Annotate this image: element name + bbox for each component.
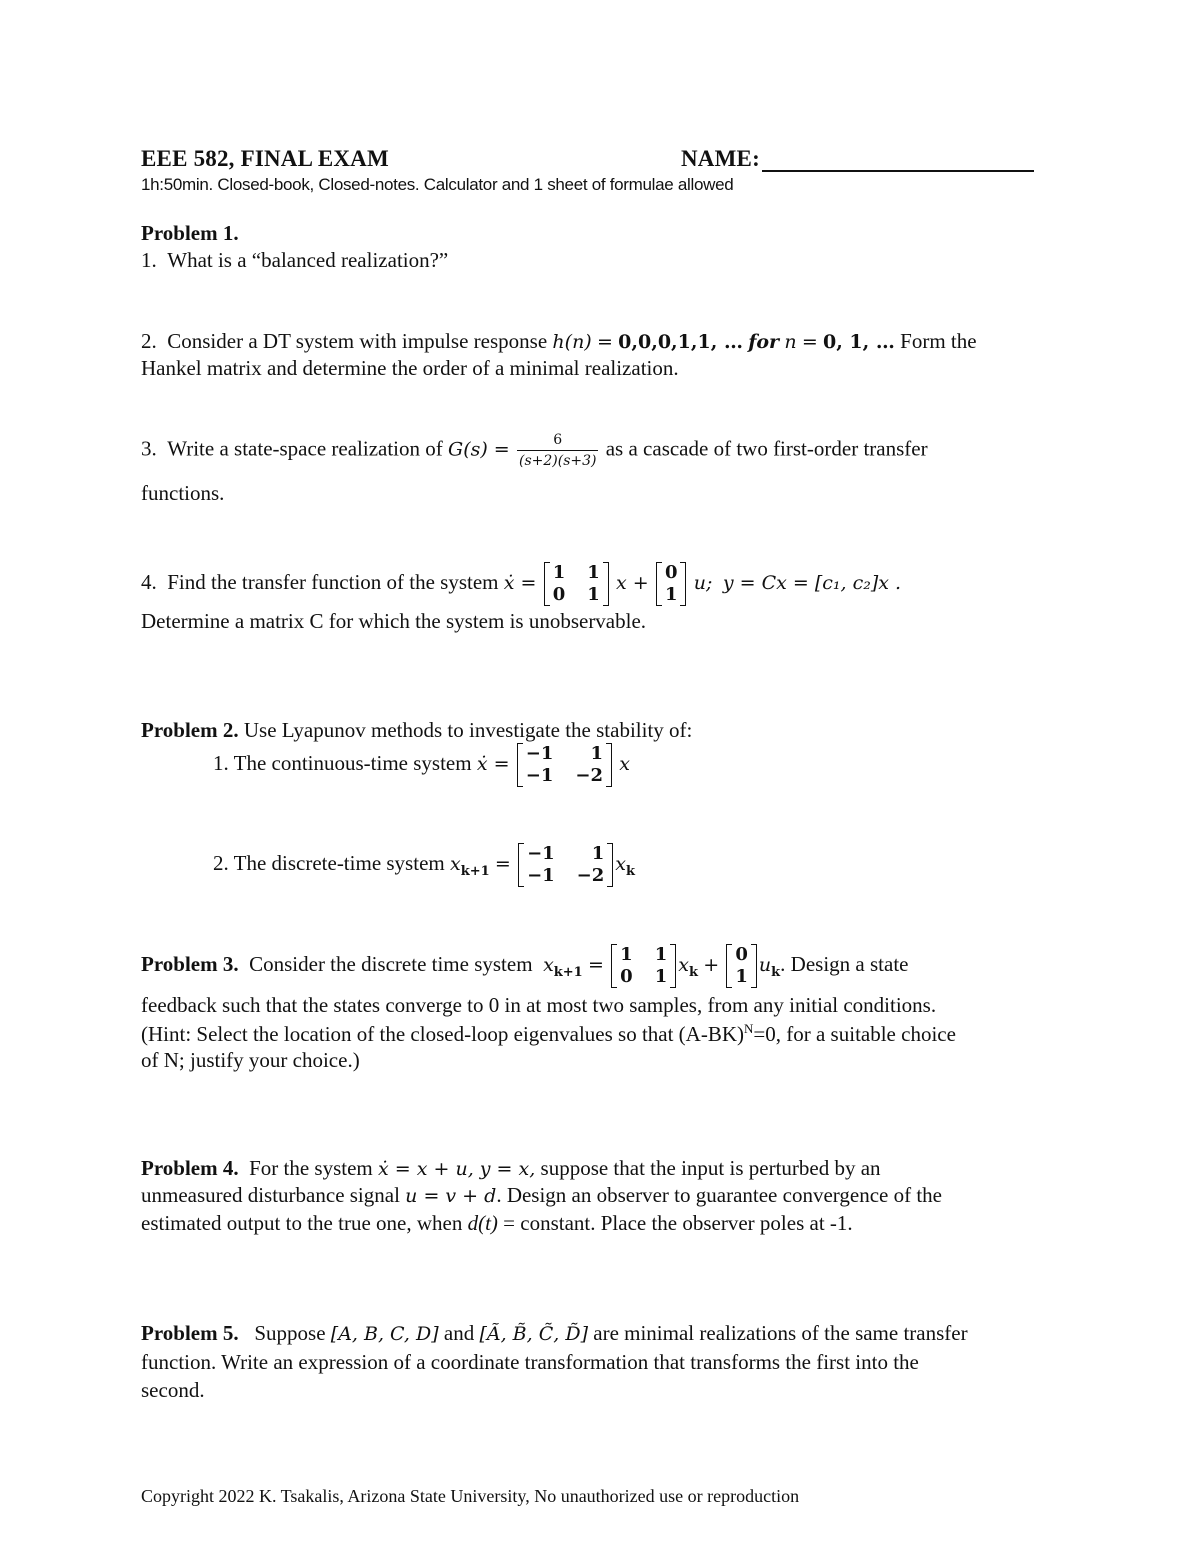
p5-text-b: are minimal realizations of the same transfer [593,1321,968,1345]
matrix-entry: −1 [527,843,555,864]
problem2-heading: Problem 2. [141,718,239,742]
problem1-heading: Problem 1. [141,221,239,245]
p4-text-a: For the system [249,1156,373,1180]
problem4-line1 [141,1156,881,1181]
matrix-entry: 1 [590,743,603,764]
p3-line4: of N; justify your choice.) [141,1048,360,1072]
name-blank-line[interactable] [762,148,1034,172]
q4-text-a: Find the transfer function of the system [167,569,499,594]
name-label: NAME: [681,146,760,171]
problem1-q1 [141,248,448,273]
q3-text-b: as a cascade of two first-order transfer [605,436,928,461]
p4-eq1: ẋ = x + u, y = x, [378,1158,536,1180]
p4-line3-b: = constant. Place the observer poles at -1. [503,1211,853,1235]
q4-matrix-b [656,562,687,606]
q3-frac-num: 6 [517,432,599,451]
matrix-entry: 1 [654,966,668,987]
p5-line2: function. Write an expression of a coordinate transformation that transforms the first into the [141,1350,919,1374]
exam-instructions: 1h:50min. Closed-book, Closed-notes. Calculator and 1 sheet of formulae allowed [141,175,734,194]
q4-xdot: ẋ = [503,571,537,594]
problem4-line2 [141,1183,942,1208]
problem1-q4 [141,562,901,606]
p2-s2-lhs: x [449,852,461,875]
name-field[interactable] [681,146,1034,172]
problem4-line3 [141,1211,853,1236]
matrix-entry: 1 [735,966,748,987]
problem4-heading: Problem 4. [141,1156,239,1180]
q2-text-b: Form the [900,329,977,353]
q4-y-part: y = Cx = [c₁, c₂]x . [722,571,902,594]
q2-n-var: n [784,331,797,353]
problem1-q3 [141,432,928,469]
matrix-entry: 1 [587,562,600,583]
p2-s1-rhs: x [619,752,630,775]
p3-line3-sup: N [744,1021,754,1036]
p2-s2-matrix [518,843,613,887]
p2-s1-text: 1. The continuous-time system [213,750,472,775]
problem1-q2: 2. Consider a DT system with impulse response h(n) = 0,0,0,1,1, … for n = 0, 1, … Form the [141,329,977,353]
matrix-entry: 1 [552,562,566,583]
q3-number: 3. [141,436,157,461]
p3-xk-sub: k [688,965,698,980]
p3-line3 [141,1021,956,1047]
matrix-entry: −2 [575,765,603,786]
p3-text-b: . Design a state [780,951,909,976]
matrix-entry: 0 [664,562,678,583]
q2-text-c: Hankel matrix and determine the order of a minimal realization. [141,356,679,380]
q4-plus: x + [616,571,649,594]
matrix-entry: 1 [654,944,668,965]
q2-n-values: 0, 1, … [822,331,895,353]
matrix-entry: −2 [576,865,605,886]
matrix-entry: −1 [527,865,555,886]
p3-lhs: x [543,953,554,976]
matrix-entry: −1 [525,765,554,786]
p2-s2-eq: = [494,852,511,875]
copyright-footer: Copyright 2022 K. Tsakalis, Arizona State University, No unauthorized use or reproduction [141,1486,800,1506]
q4-u-part: u; [693,571,713,594]
q4-number: 4. [141,569,157,594]
matrix-entry: −1 [525,743,554,764]
p2-s2-rhs: x [615,852,626,875]
problem3-heading: Problem 3. [141,951,239,976]
exam-title: EEE 582, FINAL EXAM [141,146,389,171]
p2-s2-text: 2. The discrete-time system [213,850,445,875]
matrix-entry: 0 [620,966,633,987]
problem3-line1 [141,944,908,988]
p3-matrix-a [611,944,676,988]
p3-lhs-sub: k+1 [553,965,583,980]
problem5-line1 [141,1321,968,1346]
matrix-entry: 0 [552,584,566,605]
p2-s2-lhs-sub: k+1 [460,864,490,879]
q3-frac-den: (s+2)(s+3) [518,453,597,469]
problem5-heading: Problem 5. [141,1321,239,1345]
p3-xk: x [678,953,689,976]
q2-number: 2. [141,329,157,353]
p3-matrix-b [726,944,757,988]
p4-text-b: suppose that the input is perturbed by an [540,1156,881,1180]
q3-g-lhs: G(s) = [448,438,510,461]
p4-eq2: u = v + d [405,1185,497,1207]
matrix-entry: 1 [591,843,605,864]
p3-u-sub: k [771,965,781,980]
q1-number: 1. [141,248,157,272]
p5-set1: [A, B, C, D] [330,1323,439,1345]
p3-u: u [758,953,772,976]
p5-set2: [Ã, B̃, C̃, D̃] [479,1323,588,1345]
q3-text-c: functions. [141,481,225,505]
q2-for-word: for [748,331,780,353]
p4-line2-a: unmeasured disturbance signal [141,1183,400,1207]
p4-dt: d(t) [467,1211,498,1235]
problem2-s2 [213,843,635,887]
matrix-entry: 1 [664,584,678,605]
p4-line3-a: estimated output to the true one, when [141,1211,463,1235]
q3-fraction [519,432,597,469]
problem2-s1 [213,743,630,787]
p3-line3-a: (Hint: Select the location of the closed-loop eigenvalues so that (A-BK) [141,1022,745,1046]
q2-h-lhs: h(n) [552,331,592,353]
p2-s2-rhs-sub: k [626,864,636,879]
p2-s1-matrix [517,743,612,787]
p3-text-a: Consider the discrete time system [249,951,533,976]
q3-text-a: Write a state-space realization of [167,436,443,461]
p3-line3-b: =0, for a suitable choice [753,1022,956,1046]
matrix-entry: 1 [587,584,600,605]
p4-line2-b: . Design an observer to guarantee convergence of the [496,1183,942,1207]
q4-text-c: Determine a matrix C for which the system is unobservable. [141,609,647,633]
q2-text-a: Consider a DT system with impulse response [167,329,548,353]
p5-text-a: Suppose [254,1321,326,1345]
p3-line2: feedback such that the states converge to 0 in at most two samples, from any initial conditions. [141,993,937,1017]
p3-plus: + [703,953,720,976]
q2-h-values: 0,0,0,1,1, … [618,331,743,353]
p3-eq: = [587,953,604,976]
problem2-intro-line [141,718,692,743]
p2-s1-lhs: ẋ = [476,752,510,775]
q2-h-eq: = [596,331,613,353]
p5-and: and [443,1321,475,1345]
matrix-entry: 0 [735,944,748,965]
q4-matrix-a [544,562,609,606]
problem2-intro: Use Lyapunov methods to investigate the stability of: [243,718,693,742]
matrix-entry: 1 [620,944,633,965]
p5-line3: second. [141,1378,205,1402]
q1-text: What is a “balanced realization?” [167,248,449,272]
